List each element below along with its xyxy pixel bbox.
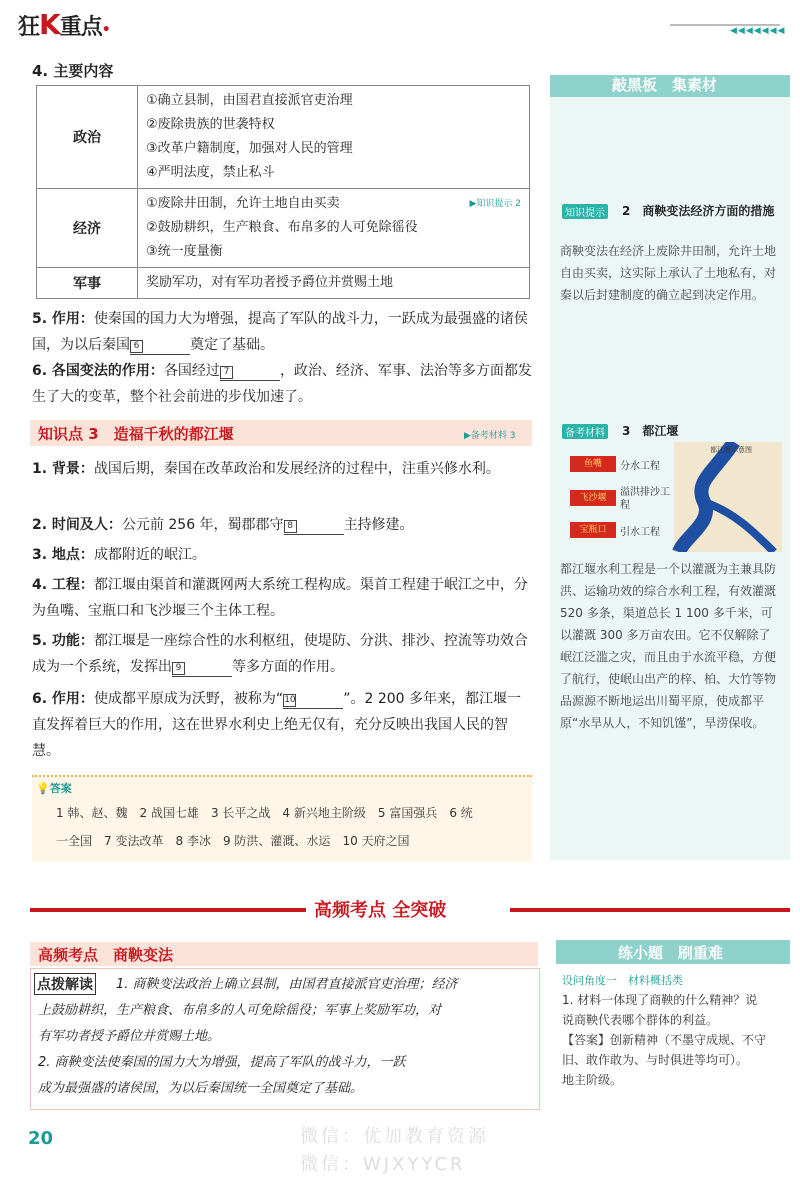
diagram-caption: 都江堰示意图 — [710, 446, 752, 454]
table-cell — [138, 86, 530, 189]
diagram-tag: 鱼嘴 — [570, 456, 616, 472]
header-arrows: ◀◀◀◀◀◀◀ — [730, 26, 786, 36]
tip-text: 商鞅变法在经济上废除井田制，允许土地自由买卖，这实际上承认了土地私有，对秦以后封建制度的确立起到决定作用。 — [560, 244, 777, 302]
material-tag: 备考材料 — [562, 424, 608, 439]
table-category: 经济 — [37, 189, 138, 268]
kp3-tag: ▶备考材料 3 — [464, 431, 516, 441]
table-row — [37, 86, 530, 189]
table-item: ②鼓励耕织，生产粮食、布帛多的人可免除徭役 — [146, 220, 418, 235]
page-number: 20 — [28, 1128, 54, 1149]
kp3-item-6: 6. 作用：使成都平原成为沃野，被称为“10 ”。2 200 多年来，都江堰一直发挥着巨大的作用，这在世界水利史上绝无仅有，充分反映出我国人民的智慧。 — [32, 691, 521, 759]
table-row — [37, 268, 530, 299]
brand-part-b: 重点 — [59, 15, 102, 40]
section-4-title: 4. 主要内容 — [32, 62, 114, 80]
fill-blank: 9 — [172, 662, 232, 678]
paragraph-5: 5. 作用：使秦国的国力大为增强，提高了军队的战斗力，一跃成为最强盛的诸侯国，为以后秦国 6 奠定了基础。 — [32, 311, 528, 353]
watermark-2: 微信：WJXYYCR — [300, 1154, 466, 1175]
note-line: 成为最强盛的诸侯国，为以后秦国统一全国奠定了基础。 — [38, 1081, 364, 1096]
brand-part-a: 狂 — [18, 15, 40, 40]
note-line: 有军功者授予爵位并赏赐土地。 — [38, 1029, 221, 1044]
table-item: ③改革户籍制度，加强对人民的管理 — [146, 141, 353, 156]
practice-line: 说商鞅代表哪个群体的利益。 — [562, 1013, 719, 1027]
table-category: 军事 — [37, 268, 138, 299]
fill-blank: 7 — [220, 366, 280, 382]
table-item: ①确立县制，由国君直接派官吏治理 — [146, 93, 353, 108]
kp3-item-1: 1. 背景：战国后期，秦国在改革政治和发展经济的过程中，注重兴修水利。 — [32, 461, 500, 477]
diagram-label: 分水工程 — [620, 461, 660, 472]
practice-subtitle: 设问角度一 材料概括类 — [562, 974, 683, 987]
practice-line: 【答案】创新精神（不墨守成规、不守 — [562, 1033, 767, 1047]
note-line: 2. 商鞅变法使秦国的国力大为增强，提高了军队的战斗力，一跃 — [38, 1055, 406, 1070]
material-text: 都江堰水利工程是一个以灌溉为主兼具防洪、运输功效的综合水利工程，有效灌溉 520 多条，渠道总长 1 100 多千米，可以灌溉 300 多万亩农田。它不仅解除了岷江泛滥之灾，而且由于水流平稳，方便了航行，使岷山出产的梓、柏、大竹等物品源源不断地运出川蜀平原，使成都平原“水旱从人，不知饥馑”，旱涝保收。 — [560, 562, 777, 730]
table-item: ②废除贵族的世袭特权 — [146, 117, 275, 132]
bulb-icon: 💡 — [36, 782, 50, 795]
diagram-tag: 飞沙堰 — [570, 490, 616, 506]
diagram-label: 引水工程 — [620, 527, 660, 538]
answers-row-1: 1 韩、赵、魏 2 战国七雄 3 长平之战 4 新兴地主阶级 5 富国强兵 6 统 — [56, 806, 473, 820]
p6-label: 6. 各国变法的作用： — [32, 363, 164, 379]
material-title: 3 都江堰 — [622, 424, 679, 438]
practice-line: 旧、敢作敢为、与时俱进等均可）。 — [562, 1053, 749, 1067]
practice-line: 1. 材料一体现了商鞅的什么精神？说 — [562, 993, 758, 1007]
kp3-title: 知识点 3 造福千秋的都江堰 — [38, 425, 234, 443]
kp3-item-2: 2. 时间及人：公元前 256 年，蜀郡郡守 8 主持修建。 — [32, 517, 414, 533]
table-row — [37, 189, 530, 268]
practice-line: 地主阶级。 — [562, 1073, 623, 1087]
table-item: ③统一度量衡 — [146, 244, 223, 259]
note-line: 1. 商鞅变法政治上确立县制，由国君直接派官吏治理；经济 — [116, 977, 458, 992]
hf-title: 高频考点 商鞅变法 — [38, 946, 174, 964]
answers-label: 💡答案 — [36, 782, 72, 795]
note-label: 点拨解读 — [34, 973, 96, 995]
banner-title: 高频考点 全突破 — [314, 900, 447, 921]
table-cell — [138, 189, 530, 268]
note-line: 上鼓励耕织，生产粮食、布帛多的人可免除徭役；军事上奖励军功，对 — [38, 1003, 442, 1018]
diagram-label: 溢洪排沙工程 — [620, 487, 670, 511]
table-item: ④严明法度，禁止私斗 — [146, 165, 275, 180]
p5-label: 5. 作用： — [32, 311, 94, 327]
paragraph-6: 6. 各国变法的作用：各国经过 7 ，政治、经济、军事、法治等多方面都发生了大的变革，整个社会前进的步伐加速了。 — [32, 363, 532, 405]
banner-line-right — [510, 908, 790, 912]
practice-title: 练小题 刷重难 — [618, 944, 724, 962]
table-item: ▶知识提示 2 ①废除井田制，允许土地自由买卖 — [146, 192, 521, 216]
brand-k: K — [39, 8, 60, 41]
kp3-item-3: 3. 地点：成都附近的岷江。 — [32, 547, 206, 563]
banner-line-left — [30, 908, 306, 912]
answers-row-2: 一全国 7 变法改革 8 李冰 9 防洪、灌溉、水运 10 天府之国 — [56, 834, 410, 848]
brand-logo: 狂K重点• — [18, 8, 110, 41]
table-item: 奖励军功，对有军功者授予爵位并赏赐土地 — [146, 275, 394, 290]
table-tag: ▶知识提示 2 — [469, 199, 521, 209]
diagram-tag: 宝瓶口 — [570, 522, 616, 538]
watermark-1: 微信：优加教育资源 — [300, 1126, 489, 1147]
sidebar-title: 敲黑板 集素材 — [612, 76, 718, 94]
fill-blank: 6 — [130, 340, 190, 356]
content-table — [36, 85, 530, 299]
tip-tag: 知识提示 — [562, 204, 608, 219]
fill-blank: 10 — [283, 694, 343, 710]
table-category: 政治 — [37, 86, 138, 189]
fill-blank: 8 — [284, 520, 344, 536]
kp3-item-4: 4. 工程：都江堰由渠首和灌溉网两大系统工程构成。渠首工程建于岷江之中，分为鱼嘴、宝瓶口和飞沙堰三个主体工程。 — [32, 577, 528, 619]
tip-title: 2 商鞅变法经济方面的措施 — [622, 204, 775, 218]
table-cell — [138, 268, 530, 299]
kp3-item-5: 5. 功能：都江堰是一座综合性的水利枢纽，使堤防、分洪、排沙、控流等功效合成为一个系统，发挥出 9 等多方面的作用。 — [32, 633, 528, 675]
